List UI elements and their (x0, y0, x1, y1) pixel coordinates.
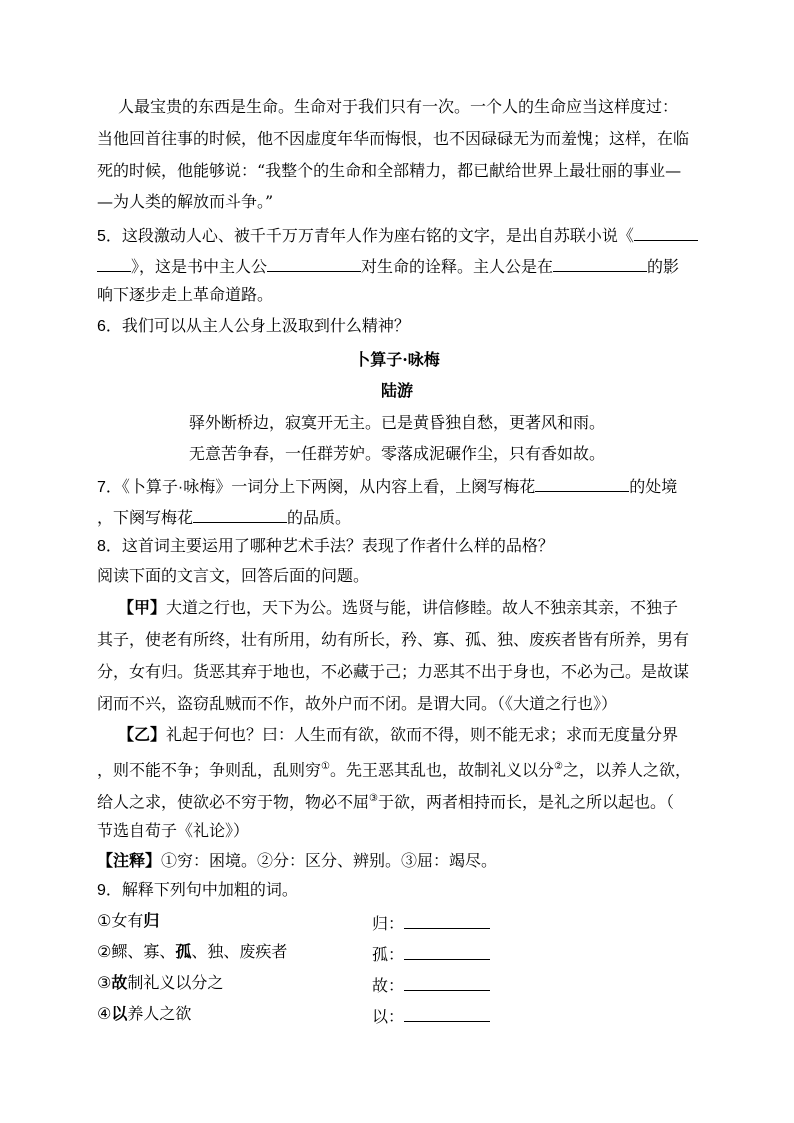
yi-line: 节选自荀子《礼论》） (97, 821, 250, 840)
q9-item-text: ①女有 (97, 913, 144, 930)
question-5 (97, 224, 698, 247)
reading-instruction: 阅读下面的文言文，回答后面的问题。 (97, 568, 370, 585)
poem-author: 陆游 (380, 381, 413, 400)
question-5-text: 对生命的诠释。主人公是在 (361, 259, 554, 276)
question-5-text: 响下逐步走上革命道路。 (97, 287, 274, 304)
passage-line: 人最宝贵的东西是生命。生命对于我们只有一次。一个人的生命应当这样度过： (118, 97, 679, 116)
jia-tag: 【甲】 (118, 600, 167, 617)
passage-line: —为人类的解放而斗争。” (97, 192, 274, 211)
passage-line: 当他回首往事的时候，他不因虚度年华而悔恨，也不因碌碌无为而羞愧；这样，在临 (97, 129, 690, 148)
q9-bold-word: 归 (143, 913, 160, 930)
yi-tag: 【乙】 (118, 727, 167, 744)
passage-line: 死的时候，他能够说：“我整个的生命和全部精力，都已献给世界上最壮丽的事业— (97, 161, 682, 180)
answer-blank[interactable] (553, 255, 647, 272)
answer-blank[interactable] (404, 1005, 490, 1022)
yi-text: ，则不能不争；争则乱，乱则穷 (97, 760, 322, 780)
q9-item-text: ④ (97, 1006, 112, 1023)
yi-line (118, 725, 678, 746)
question-7-text: 的品质。 (287, 510, 352, 527)
answer-blank[interactable] (404, 974, 490, 991)
question-7-cont (97, 506, 351, 529)
q9-answer-label: 归： (372, 916, 405, 933)
q9-item-text: 、独、废疾者 (191, 944, 288, 961)
footnote-ref: ① (321, 761, 330, 772)
yi-line (97, 757, 691, 780)
jia-text: 大道之行也，天下为公。选贤与能，讲信修睦。故人不独亲其亲，不独子 (166, 598, 679, 617)
q9-item (97, 943, 287, 963)
answer-blank[interactable] (267, 255, 361, 272)
question-9: 9．解释下列句中加粗的词。 (97, 882, 298, 899)
q9-answer-label: 以： (372, 1009, 405, 1026)
question-5-text: 5．这段激动人心、被千千万万青年人作为座右铭的文字，是出自苏联小说《 (97, 228, 634, 245)
answer-blank[interactable] (404, 943, 490, 960)
question-7-text: ，下阕写梅花 (97, 510, 194, 527)
yi-text: 。先王恶其乱也，故制礼义以分 (329, 760, 554, 780)
question-5-text: 的影 (647, 259, 680, 276)
answer-blank[interactable] (404, 912, 490, 929)
q9-item (97, 912, 159, 932)
q9-answer (372, 974, 490, 997)
question-5-text: 》，这是书中主人公 (131, 259, 268, 276)
yi-text: 于欲，两者相持而长，是礼之所以起也。（ (377, 792, 674, 812)
footnote-ref: ② (554, 761, 563, 772)
q9-item (97, 1005, 191, 1025)
question-7 (97, 475, 677, 498)
q9-bold-word: 孤 (175, 944, 192, 961)
jia-line: 其子，使老有所终，壮有所用，幼有所长，矜、寡、孤、独、废疾者皆有所养，男有 (97, 630, 690, 649)
poem-line: 无意苦争春，一任群芳妒。零落成泥碾作尘，只有香如故。 (188, 444, 605, 463)
answer-blank[interactable] (634, 224, 698, 241)
jia-line: 分，女有归。货恶其弃于地也，不必藏于己；力恶其不出于身也，不必为己。是故谋 (97, 662, 690, 681)
q9-answer-label: 孤： (372, 947, 405, 964)
question-7-text: 7．《卜算子·咏梅》一词分上下两阕，从内容上看，上阕写梅花 (97, 479, 536, 496)
yi-text: 给人之求，使欲必不穷于物，物必不屈 (97, 792, 370, 812)
q9-answer-label: 故： (372, 978, 405, 995)
question-5-cont (97, 255, 679, 278)
q9-item-text: ②鳏、寡、 (97, 944, 176, 961)
question-8: 8．这首词主要运用了哪种艺术手法？表现了作者什么样的品格？ (97, 538, 554, 555)
poem-line: 驿外断桥边，寂寞开无主。已是黄昏独自愁，更著风和雨。 (188, 413, 605, 432)
footnote-ref: ③ (369, 793, 378, 804)
answer-blank[interactable] (193, 506, 287, 523)
q9-bold-word: 故 (111, 975, 128, 992)
q9-answer (372, 1005, 490, 1028)
notes-text: ①穷：困境。②分：区分、辨别。③屈：竭尽。 (161, 851, 498, 870)
q9-bold-word: 以 (111, 1006, 128, 1023)
yi-text: 之，以养人之欲， (562, 760, 691, 780)
jia-line (118, 598, 678, 619)
answer-blank[interactable] (97, 255, 131, 272)
question-6: 6．我们可以从主人公身上汲取到什么精神？ (97, 318, 410, 335)
notes-tag: 【注释】 (97, 853, 162, 870)
q9-item (97, 974, 223, 994)
jia-line: 闭而不兴，盗窃乱贼而不作，故外户而不闭。是谓大同。（《大道之行也》） (97, 694, 618, 713)
q9-item-text: 养人之欲 (127, 1006, 192, 1023)
notes (97, 851, 497, 872)
yi-text: 礼起于何也？曰：人生而有欲，欲而不得，则不能无求；求而无度量分界 (166, 725, 679, 744)
answer-blank[interactable] (535, 475, 629, 492)
q9-answer (372, 943, 490, 966)
q9-answer (372, 912, 490, 935)
question-7-text: 的处境 (629, 479, 678, 496)
poem-title: 卜算子·咏梅 (354, 350, 440, 369)
yi-line (97, 789, 674, 812)
q9-item-text: ③ (97, 975, 112, 992)
q9-item-text: 制礼义以分之 (127, 975, 224, 992)
